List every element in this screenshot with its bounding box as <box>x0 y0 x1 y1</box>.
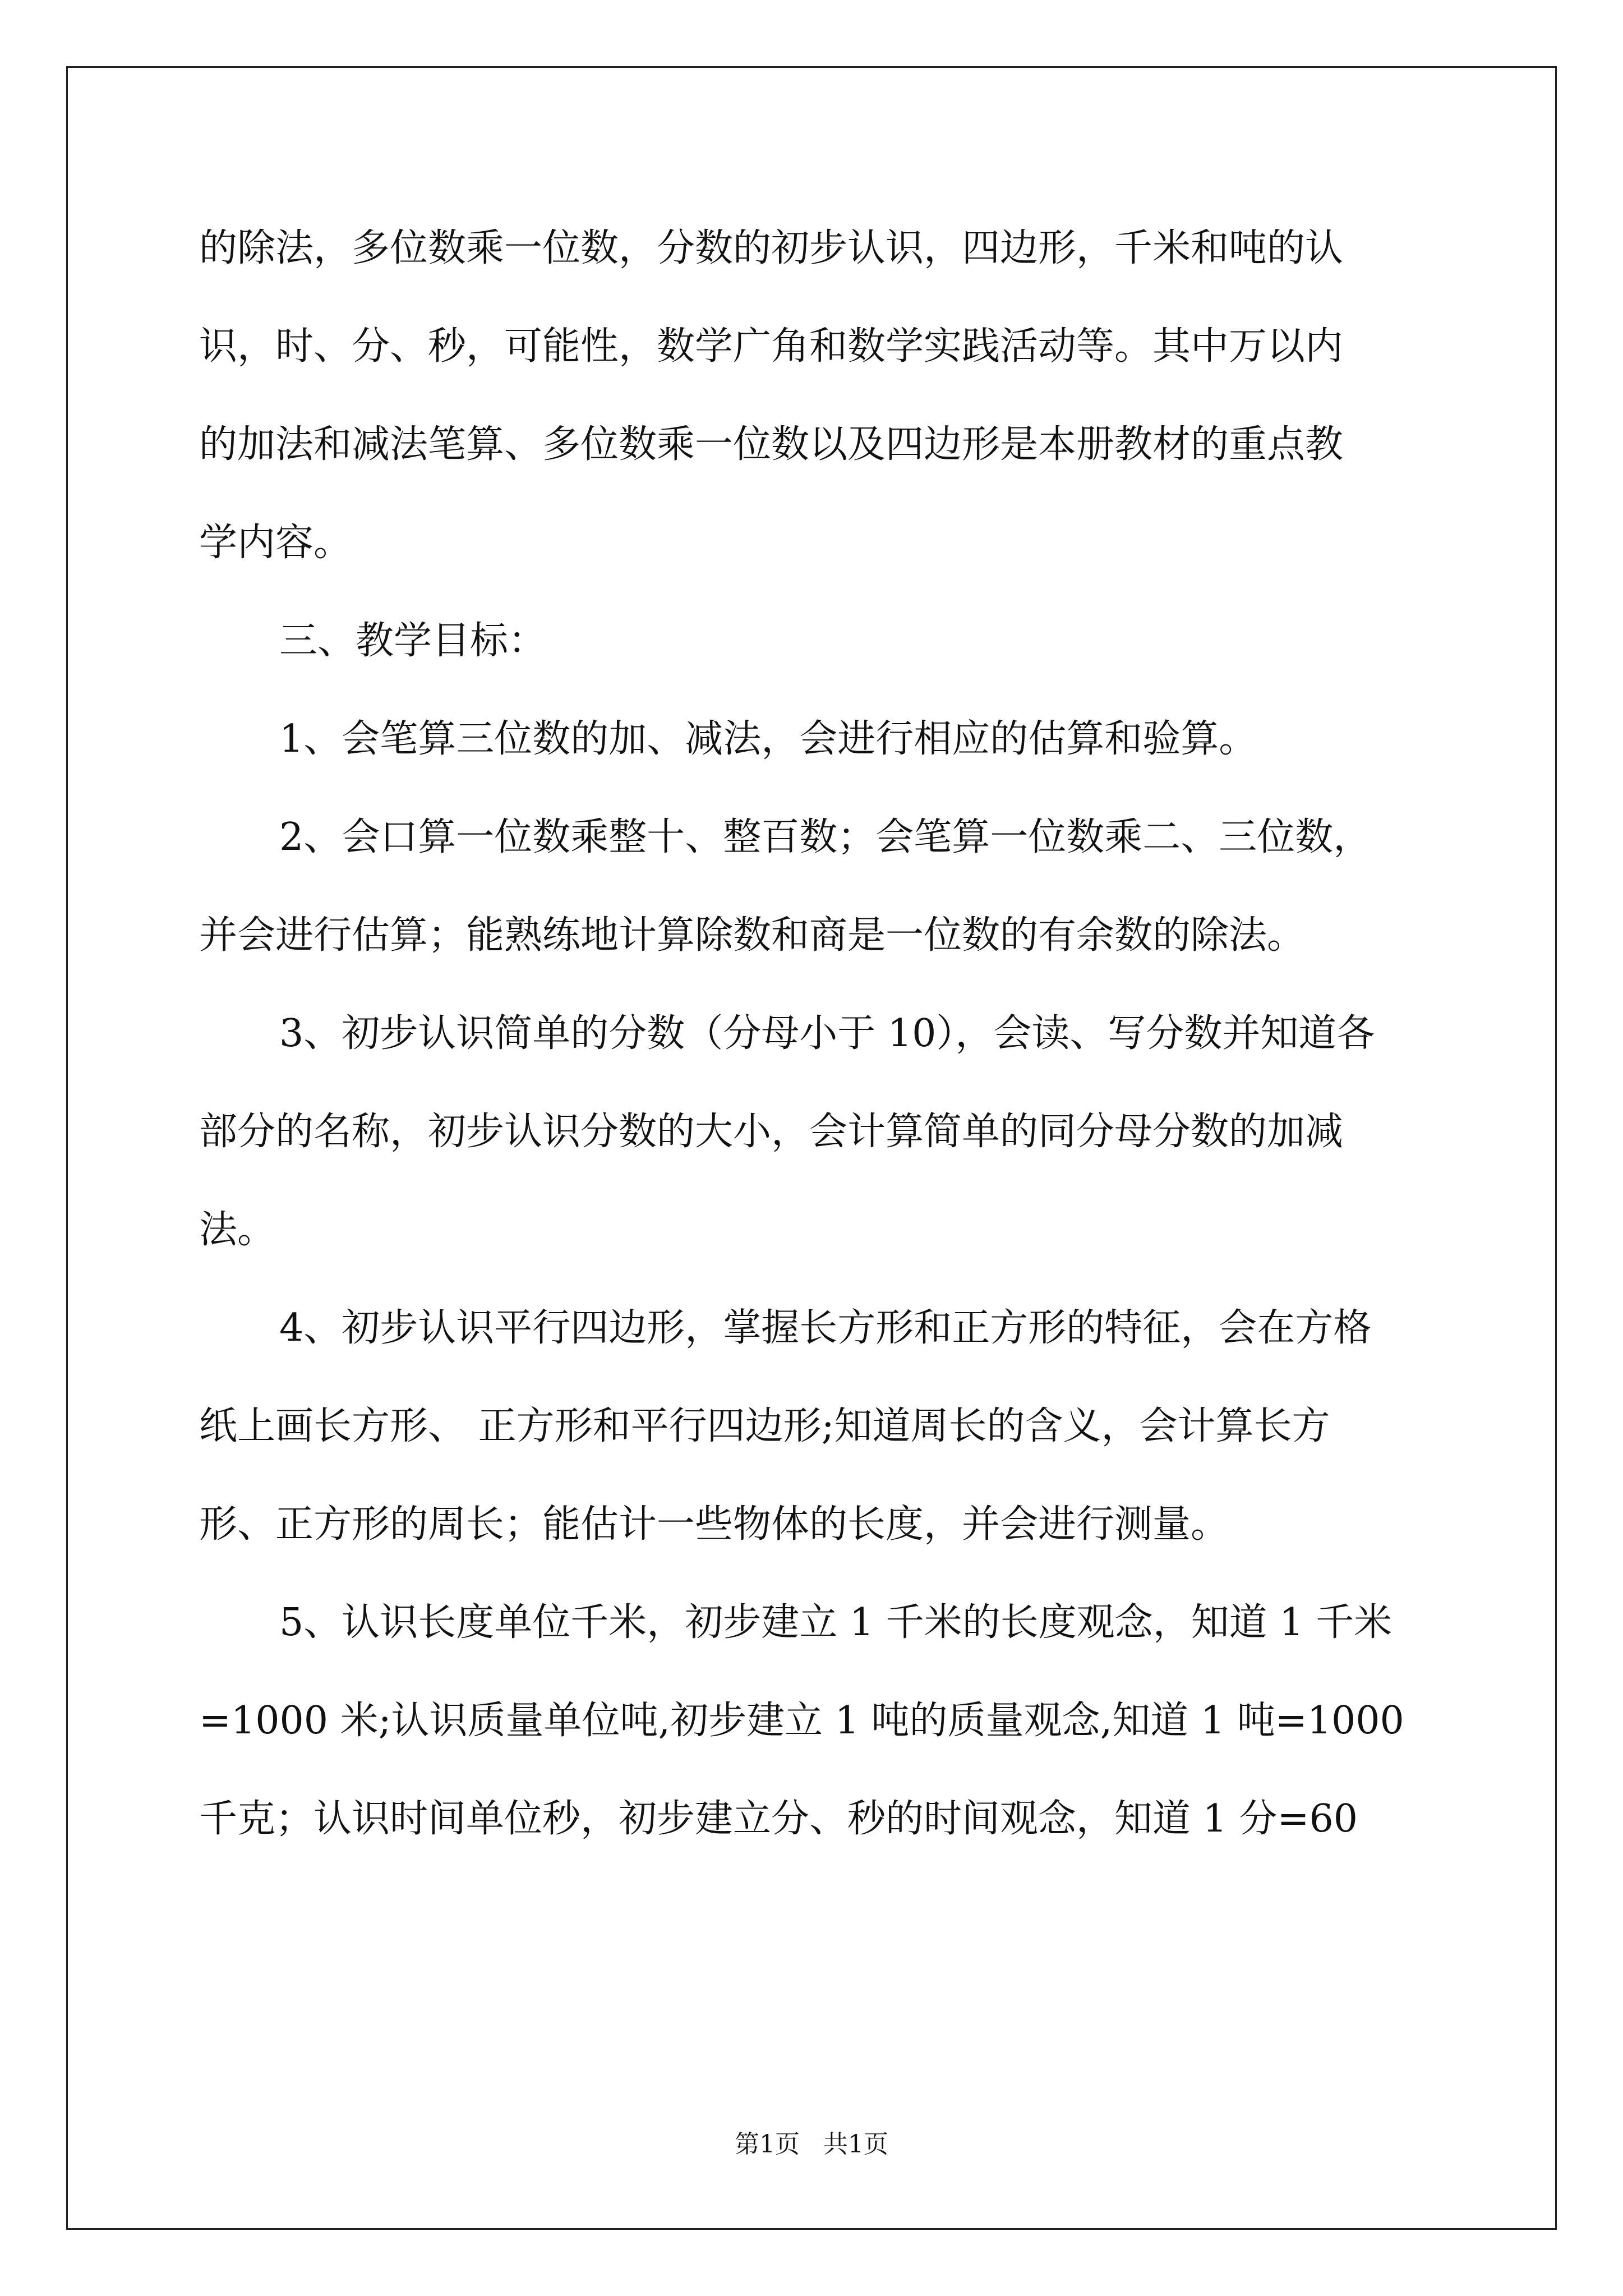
text-line: 部分的名称，初步认识分数的大小，会计算简单的同分母分数的加减 <box>199 1110 1344 1154</box>
text-line: 5、认识长度单位千米，初步建立 1 千米的长度观念，知道 1 千米 <box>279 1600 1393 1645</box>
section-heading: 三、教学目标： <box>279 619 547 663</box>
text-line: 4、初步认识平行四边形，掌握长方形和正方形的特征，会在方格 <box>279 1306 1372 1350</box>
text-line: 学内容。 <box>199 521 352 565</box>
text-line: 1、会笔算三位数的加、减法，会进行相应的估算和验算。 <box>279 717 1257 761</box>
text-line: 3、初步认识简单的分数（分母小于 10），会读、写分数并知道各 <box>279 1011 1375 1056</box>
text-line: 2、会口算一位数乘整十、整百数；会笔算一位数乘二、三位数， <box>279 815 1372 859</box>
text-line: 形、正方形的周长；能估计一些物体的长度，并会进行测量。 <box>199 1502 1229 1547</box>
text-line: =1000 米;认识质量单位吨,初步建立 1 吨的质量观念,知道 1 吨=1000 <box>199 1699 1404 1743</box>
text-line: 并会进行估算；能熟练地计算除数和商是一位数的有余数的除法。 <box>199 913 1306 958</box>
text-line: 法。 <box>199 1208 276 1252</box>
document-body <box>199 222 1427 1890</box>
text-line: 的加法和减法笔算、多位数乘一位数以及四边形是本册教材的重点教 <box>199 422 1344 467</box>
text-line: 纸上画长方形、 正方形和平行四边形;知道周长的含义，会计算长方 <box>199 1404 1330 1448</box>
text-line: 千克；认识时间单位秒，初步建立分、秒的时间观念，知道 1 分=60 <box>199 1797 1358 1841</box>
text-line: 的除法，多位数乘一位数，分数的初步认识，四边形，千米和吨的认 <box>199 226 1344 270</box>
text-line: 识，时、分、秒，可能性，数学广角和数学实践活动等。其中万以内 <box>199 324 1344 369</box>
page-footer: 第1页 共1页 <box>735 2130 888 2159</box>
